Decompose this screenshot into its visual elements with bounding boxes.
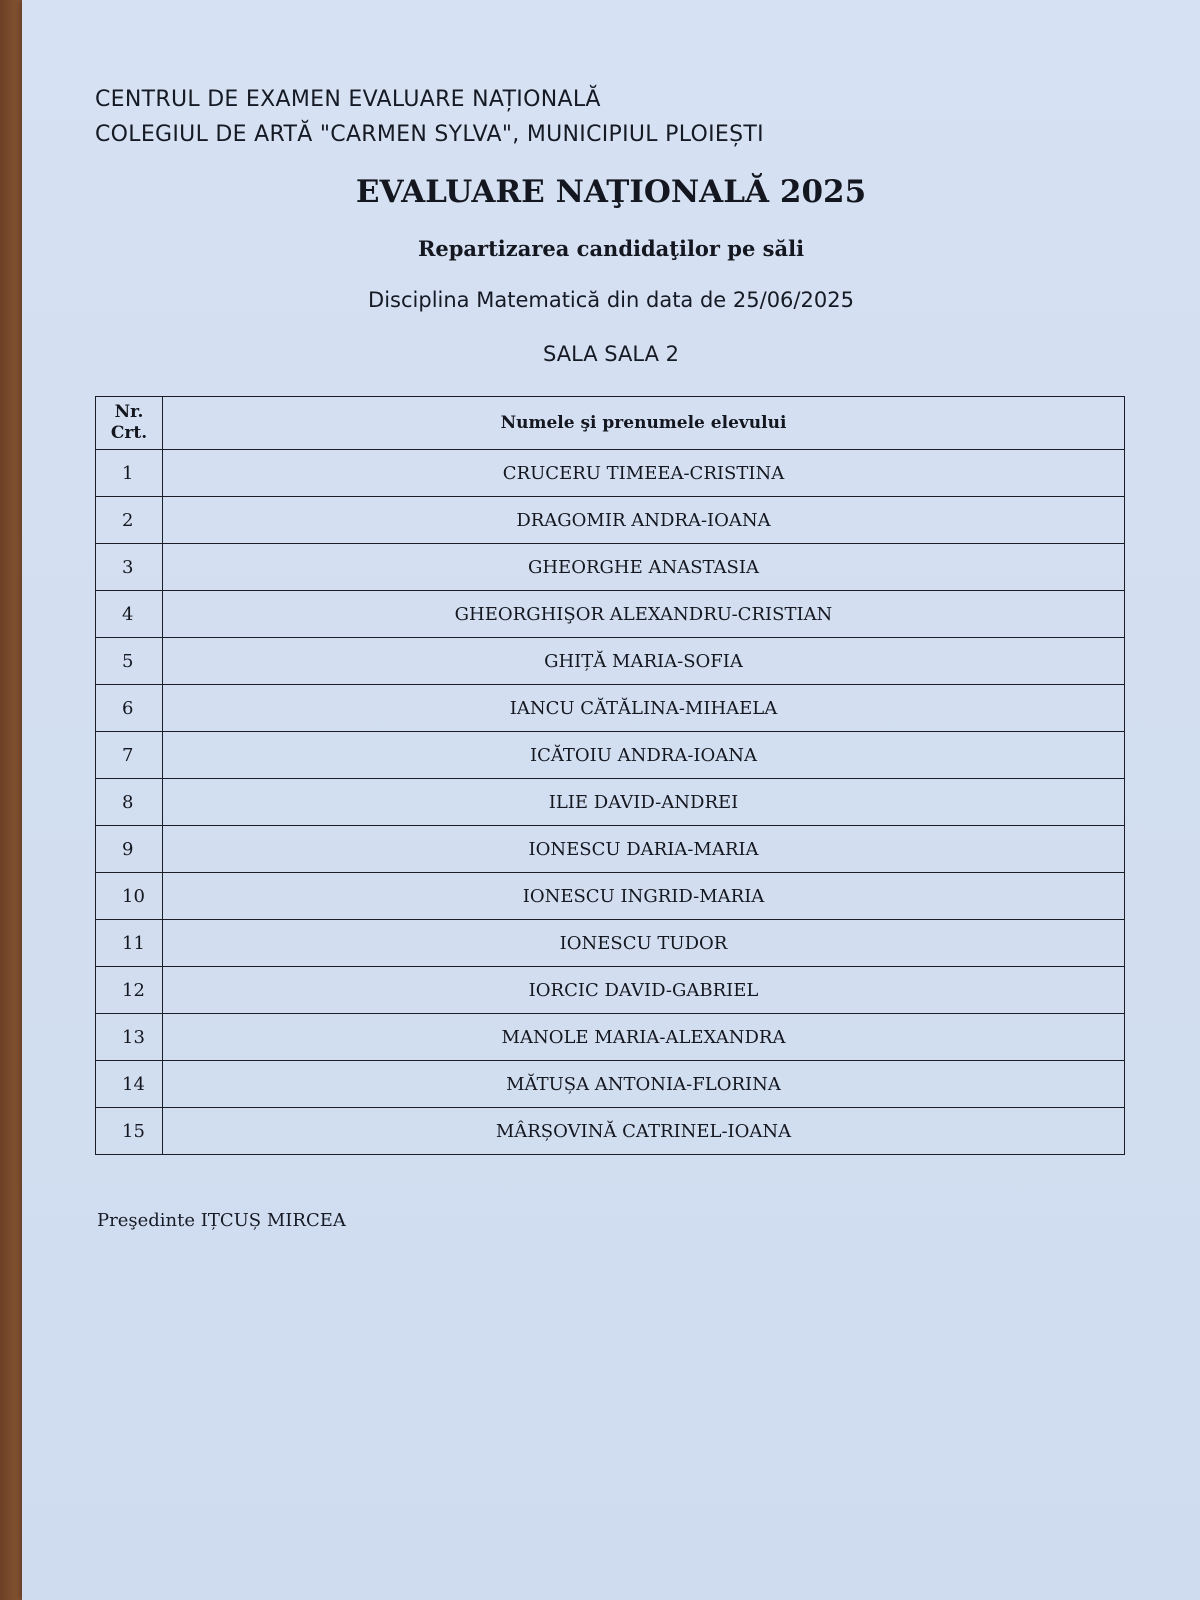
- room-label: SALA SALA 2: [543, 342, 679, 366]
- student-name: DRAGOMIR ANDRA-IOANA: [163, 497, 1125, 544]
- school-name: COLEGIUL DE ARTĂ "CARMEN SYLVA", MUNICIPIUL PLOIEȘTI: [95, 122, 764, 147]
- table-row: [96, 544, 1125, 591]
- column-header-nr-line1: Nr.: [114, 402, 144, 422]
- exam-center-name: CENTRUL DE EXAMEN EVALUARE NAȚIONALĂ: [95, 87, 601, 112]
- student-name: ILIE DAVID-ANDREI: [163, 779, 1125, 826]
- student-name: IONESCU DARIA-MARIA: [163, 826, 1125, 873]
- student-name: GHEORGHIŞOR ALEXANDRU-CRISTIAN: [163, 591, 1125, 638]
- student-name: IORCIC DAVID-GABRIEL: [163, 967, 1125, 1014]
- table-row: [96, 732, 1125, 779]
- table-row: [96, 591, 1125, 638]
- table-row: [96, 1061, 1125, 1108]
- student-name: GHEORGHE ANASTASIA: [163, 544, 1125, 591]
- table-row: [96, 967, 1125, 1014]
- president-signature-line: Preşedinte IȚCUȘ MIRCEA: [97, 1210, 346, 1231]
- student-name: GHIȚĂ MARIA-SOFIA: [163, 638, 1125, 685]
- column-header-nr: [96, 397, 163, 450]
- row-number: 7: [96, 732, 163, 779]
- table-row: [96, 638, 1125, 685]
- row-number: 6: [96, 685, 163, 732]
- row-number: 9: [96, 826, 163, 873]
- table-row: [96, 920, 1125, 967]
- row-number: 2: [96, 497, 163, 544]
- row-number: 3: [96, 544, 163, 591]
- table-row: [96, 450, 1125, 497]
- student-name: IONESCU TUDOR: [163, 920, 1125, 967]
- document-title: EVALUARE NAŢIONALĂ 2025: [355, 174, 867, 210]
- student-name: IANCU CĂTĂLINA-MIHAELA: [163, 685, 1125, 732]
- table-row: [96, 826, 1125, 873]
- column-header-nr-line2: Crt.: [110, 423, 148, 443]
- candidate-table: [95, 396, 1125, 1155]
- document-subtitle: Repartizarea candidaţilor pe săli: [417, 236, 805, 261]
- student-name: MĂTUȘA ANTONIA-FLORINA: [163, 1061, 1125, 1108]
- table-row: [96, 1014, 1125, 1061]
- column-header-name: Numele şi prenumele elevului: [163, 397, 1125, 450]
- student-name: ICĂTOIU ANDRA-IOANA: [163, 732, 1125, 779]
- student-name: MÂRȘOVINĂ CATRINEL-IOANA: [163, 1108, 1125, 1155]
- student-name: IONESCU INGRID-MARIA: [163, 873, 1125, 920]
- row-number: 12: [96, 967, 163, 1014]
- row-number: 4: [96, 591, 163, 638]
- table-row: [96, 779, 1125, 826]
- table-row: [96, 685, 1125, 732]
- table-row: [96, 1108, 1125, 1155]
- row-number: 5: [96, 638, 163, 685]
- table-header-row: [96, 397, 1125, 450]
- table-row: [96, 873, 1125, 920]
- document-page: [22, 0, 1200, 1600]
- row-number: 14: [96, 1061, 163, 1108]
- table-row: [96, 497, 1125, 544]
- row-number: 8: [96, 779, 163, 826]
- row-number: 10: [96, 873, 163, 920]
- row-number: 1: [96, 450, 163, 497]
- row-number: 13: [96, 1014, 163, 1061]
- exam-center-header: [95, 82, 764, 152]
- discipline-line: Disciplina Matematică din data de 25/06/2025: [368, 288, 854, 312]
- row-number: 11: [96, 920, 163, 967]
- student-name: CRUCERU TIMEEA-CRISTINA: [163, 450, 1125, 497]
- row-number: 15: [96, 1108, 163, 1155]
- student-name: MANOLE MARIA-ALEXANDRA: [163, 1014, 1125, 1061]
